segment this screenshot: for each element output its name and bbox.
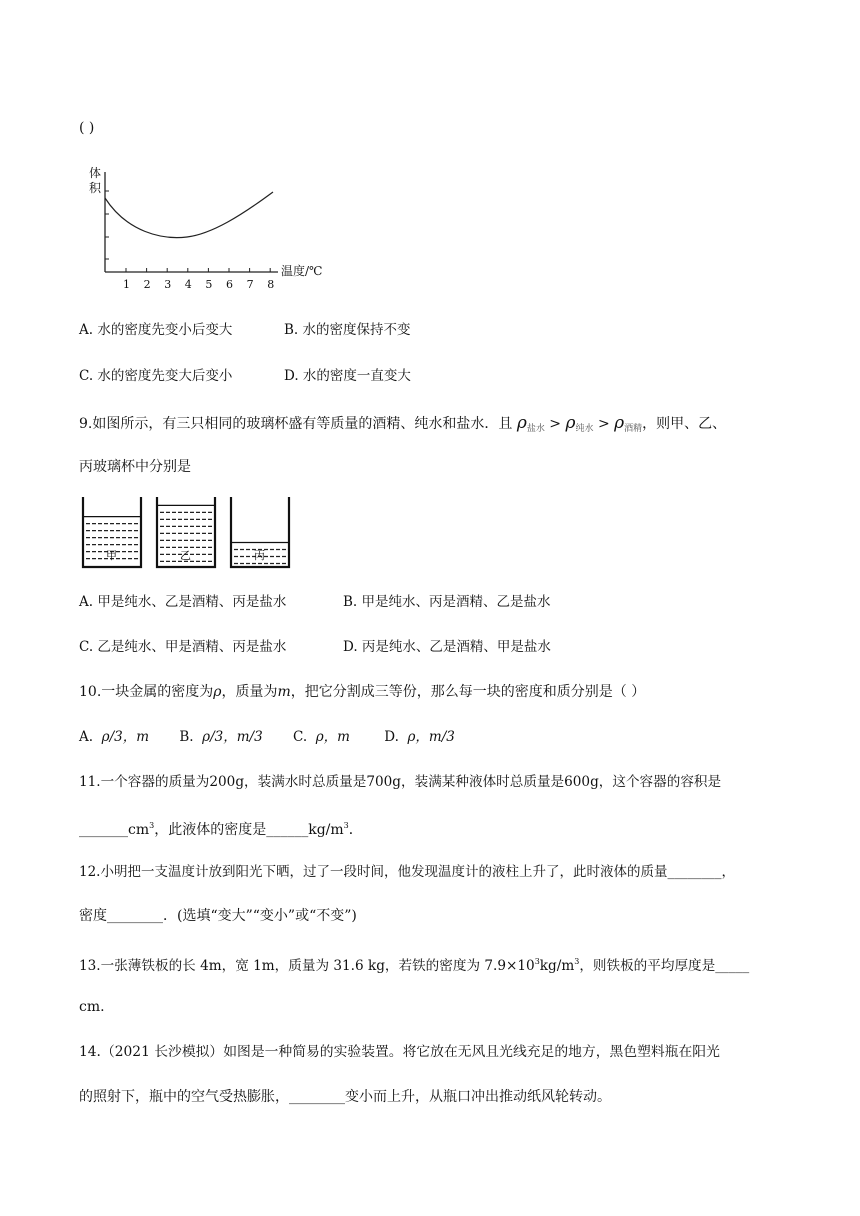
superscript: 3 — [149, 821, 155, 830]
q11-line1: 11.一个容器的质量为200g，装满水时总质量是700g，装满某种液体时总质量是600g，这个容器的容积是 — [79, 774, 722, 790]
q12-line2: 密度________．(选填“变大”“变小”或“不变”) — [79, 908, 357, 924]
x-tick-label: 7 — [246, 278, 254, 291]
cup-label: 丙 — [254, 549, 265, 562]
blank: ______ — [266, 822, 309, 838]
glass-cup — [231, 497, 289, 567]
q11-text: ． — [348, 822, 363, 838]
q11-text: ，此液体的密度是 — [154, 822, 267, 838]
q10-options — [79, 727, 455, 747]
superscript: 3 — [534, 957, 540, 966]
q10-option-b: B. ρ/3，m/3 — [179, 729, 263, 745]
x-axis-label: 温度/℃ — [281, 264, 323, 278]
rho-symbol: ρ — [614, 413, 625, 433]
cup-label: 乙 — [180, 549, 191, 562]
x-tick-label: 3 — [164, 278, 172, 291]
q9-option-b: B. 甲是纯水、丙是酒精、乙是盐水 — [343, 594, 551, 610]
q10-text: ，质量为 — [221, 684, 278, 700]
x-tick-label: 8 — [267, 278, 275, 291]
q11-line2 — [79, 816, 363, 840]
gt-sign: > — [549, 416, 562, 432]
x-tick-labels — [123, 278, 274, 291]
y-label-char-2: 积 — [89, 181, 102, 195]
superscript: 3 — [343, 821, 349, 830]
q13-text: kg/m — [539, 958, 575, 974]
glass-cup — [83, 497, 141, 567]
q10-stem — [79, 682, 645, 702]
q8-option-d: D. 水的密度一直变大 — [284, 368, 411, 384]
q10-option-a: A. ρ/3，m — [79, 729, 150, 745]
x-tick-label: 5 — [205, 278, 213, 291]
q14-line1: 14.（2021 长沙模拟）如图是一种简易的实验装置。将它放在无风且光线充足的地方，黑色塑料瓶在阳光 — [79, 1044, 720, 1060]
y-label-char-1: 体 — [89, 166, 102, 180]
q9-stem-line2: 丙玻璃杯中分别是 — [79, 459, 191, 475]
x-tick-label: 2 — [143, 278, 151, 291]
q10-text: ，把它分割成三等份，那么每一块的密度和质分别是（ ） — [290, 684, 646, 700]
q13-line2: cm. — [79, 999, 105, 1015]
rho-symbol: ρ — [213, 684, 222, 700]
q13-text: 13.一张薄铁板的长 4m，宽 1m，质量为 31.6 kg，若铁的密度为 7.9×10 — [79, 958, 535, 974]
sub-alcohol: 酒精 — [624, 424, 643, 434]
x-tick-label: 6 — [226, 278, 233, 291]
q9-option-a: A. 甲是纯水、乙是酒精、丙是盐水 — [79, 594, 287, 610]
glass-cup — [157, 497, 215, 567]
unit: cm — [128, 822, 150, 838]
x-tick-label: 4 — [184, 278, 192, 291]
rho-symbol: ρ — [516, 413, 527, 433]
q9-stem-text: 9.如图所示，有三只相同的玻璃杯盛有等质量的酒精、纯水和盐水．且 — [79, 416, 513, 432]
superscript: 3 — [574, 957, 580, 966]
q8-option-a: A. 水的密度先变小后变大 — [79, 322, 233, 338]
q10-text: 10.一块金属的密度为 — [79, 684, 214, 700]
unit: kg/m — [308, 822, 344, 838]
mass-symbol: m — [277, 684, 291, 700]
q10-option-c: C. ρ，m — [292, 729, 350, 745]
volume-temperature-graph — [82, 160, 323, 295]
q9-option-c: C. 乙是纯水、甲是酒精、丙是盐水 — [79, 639, 287, 655]
answer-paren: ( ) — [79, 120, 95, 136]
volume-curve — [105, 192, 273, 238]
sub-saltwater: 盐水 — [526, 424, 545, 434]
q13-text: ，则铁板的平均厚度是_____ — [579, 958, 750, 974]
rho-symbol: ρ — [565, 413, 576, 433]
q8-option-b: B. 水的密度保持不变 — [284, 322, 411, 338]
q10-option-d: D. ρ，m/3 — [384, 729, 455, 745]
q9-stem-line1 — [79, 413, 726, 439]
three-cups-figure — [80, 494, 300, 570]
q9-stem-text2: ，则甲、乙、 — [642, 416, 727, 432]
sub-purewater: 纯水 — [575, 424, 594, 434]
q9-option-d: D. 丙是纯水、乙是酒精、甲是盐水 — [343, 639, 551, 655]
blank: _______ — [79, 822, 128, 838]
x-tick-label: 1 — [123, 278, 130, 291]
q13-line1 — [79, 952, 749, 976]
q8-option-c: C. 水的密度先变大后变小 — [79, 368, 233, 384]
cup-label: 甲 — [106, 549, 117, 562]
q14-line2: 的照射下，瓶中的空气受热膨胀，________变小而上升，从瓶口冲出推动纸风轮转动。 — [79, 1089, 611, 1105]
q12-line1: 12.小明把一支温度计放到阳光下晒，过了一段时间，他发现温度计的液柱上升了，此时液体的质量________， — [79, 864, 735, 880]
gt-sign: > — [597, 416, 610, 432]
